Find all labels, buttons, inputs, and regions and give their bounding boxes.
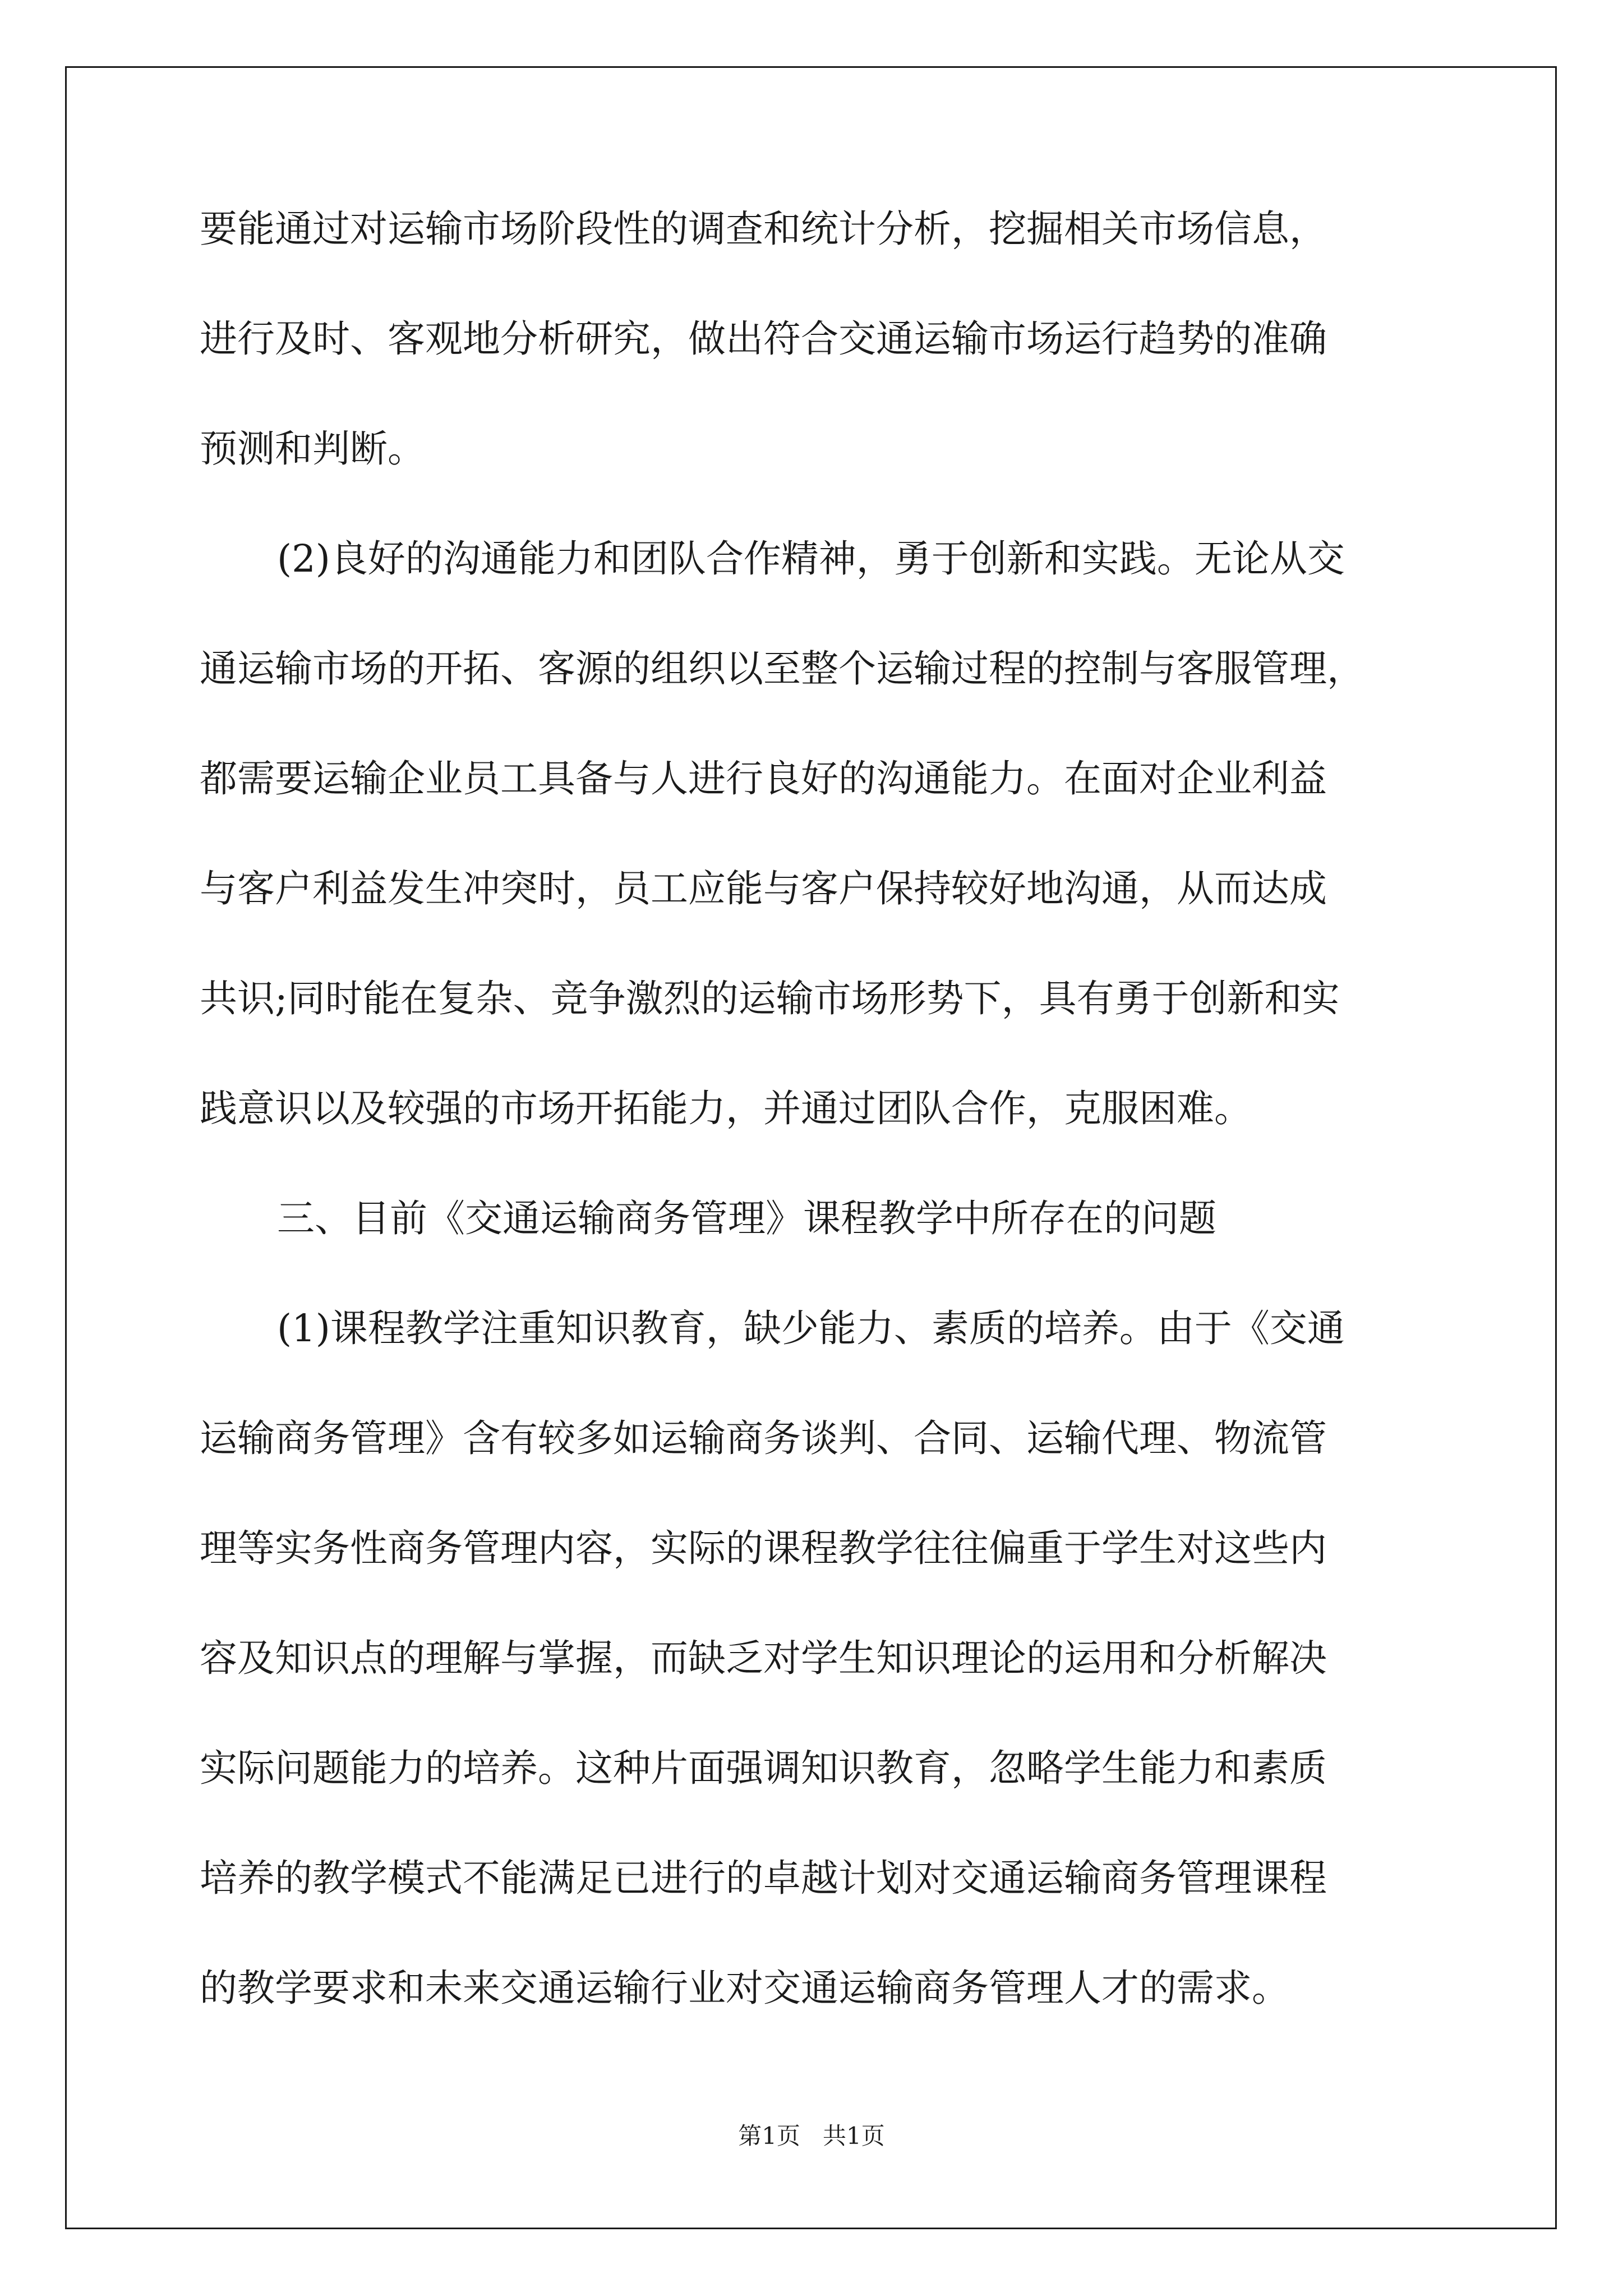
page-number: 第1页 共1页 [738,2122,885,2150]
body-line: 运输商务管理》含有较多如运输商务谈判、合同、运输代理、物流管 [200,1416,1327,1460]
body-line: (1)课程教学注重知识教育，缺少能力、素质的培养。由于《交通 [277,1306,1345,1350]
body-line: 通运输市场的开拓、客源的组织以至整个运输过程的控制与客服管理， [200,647,1364,691]
body-line: 共识;同时能在复杂、竞争激烈的运输市场形势下，具有勇于创新和实 [200,977,1340,1020]
body-line: 预测和判断。 [200,427,425,471]
body-line: 培养的教学模式不能满足已进行的卓越计划对交通运输商务管理课程 [200,1856,1327,1900]
body-line: 要能通过对运输市场阶段性的调查和统计分析，挖掘相关市场信息， [200,207,1327,251]
body-line: 都需要运输企业员工具备与人进行良好的沟通能力。在面对企业利益 [200,757,1327,800]
body-line: 进行及时、客观地分析研究，做出符合交通运输市场运行趋势的准确 [200,317,1327,361]
body-line: 理等实务性商务管理内容，实际的课程教学往往偏重于学生对这些内 [200,1526,1327,1570]
body-line: 践意识以及较强的市场开拓能力，并通过团队合作，克服困难。 [200,1087,1252,1130]
body-line: (2)良好的沟通能力和团队合作精神，勇于创新和实践。无论从交 [277,537,1345,581]
body-line: 实际问题能力的培养。这种片面强调知识教育，忽略学生能力和素质 [200,1746,1327,1790]
section-heading: 三、目前《交通运输商务管理》课程教学中所存在的问题 [277,1197,1216,1240]
body-line: 与客户利益发生冲突时，员工应能与客户保持较好地沟通，从而达成 [200,867,1327,910]
body-line: 容及知识点的理解与掌握，而缺乏对学生知识理论的运用和分析解决 [200,1636,1327,1680]
body-line: 的教学要求和未来交通运输行业对交通运输商务管理人才的需求。 [200,1966,1289,2010]
